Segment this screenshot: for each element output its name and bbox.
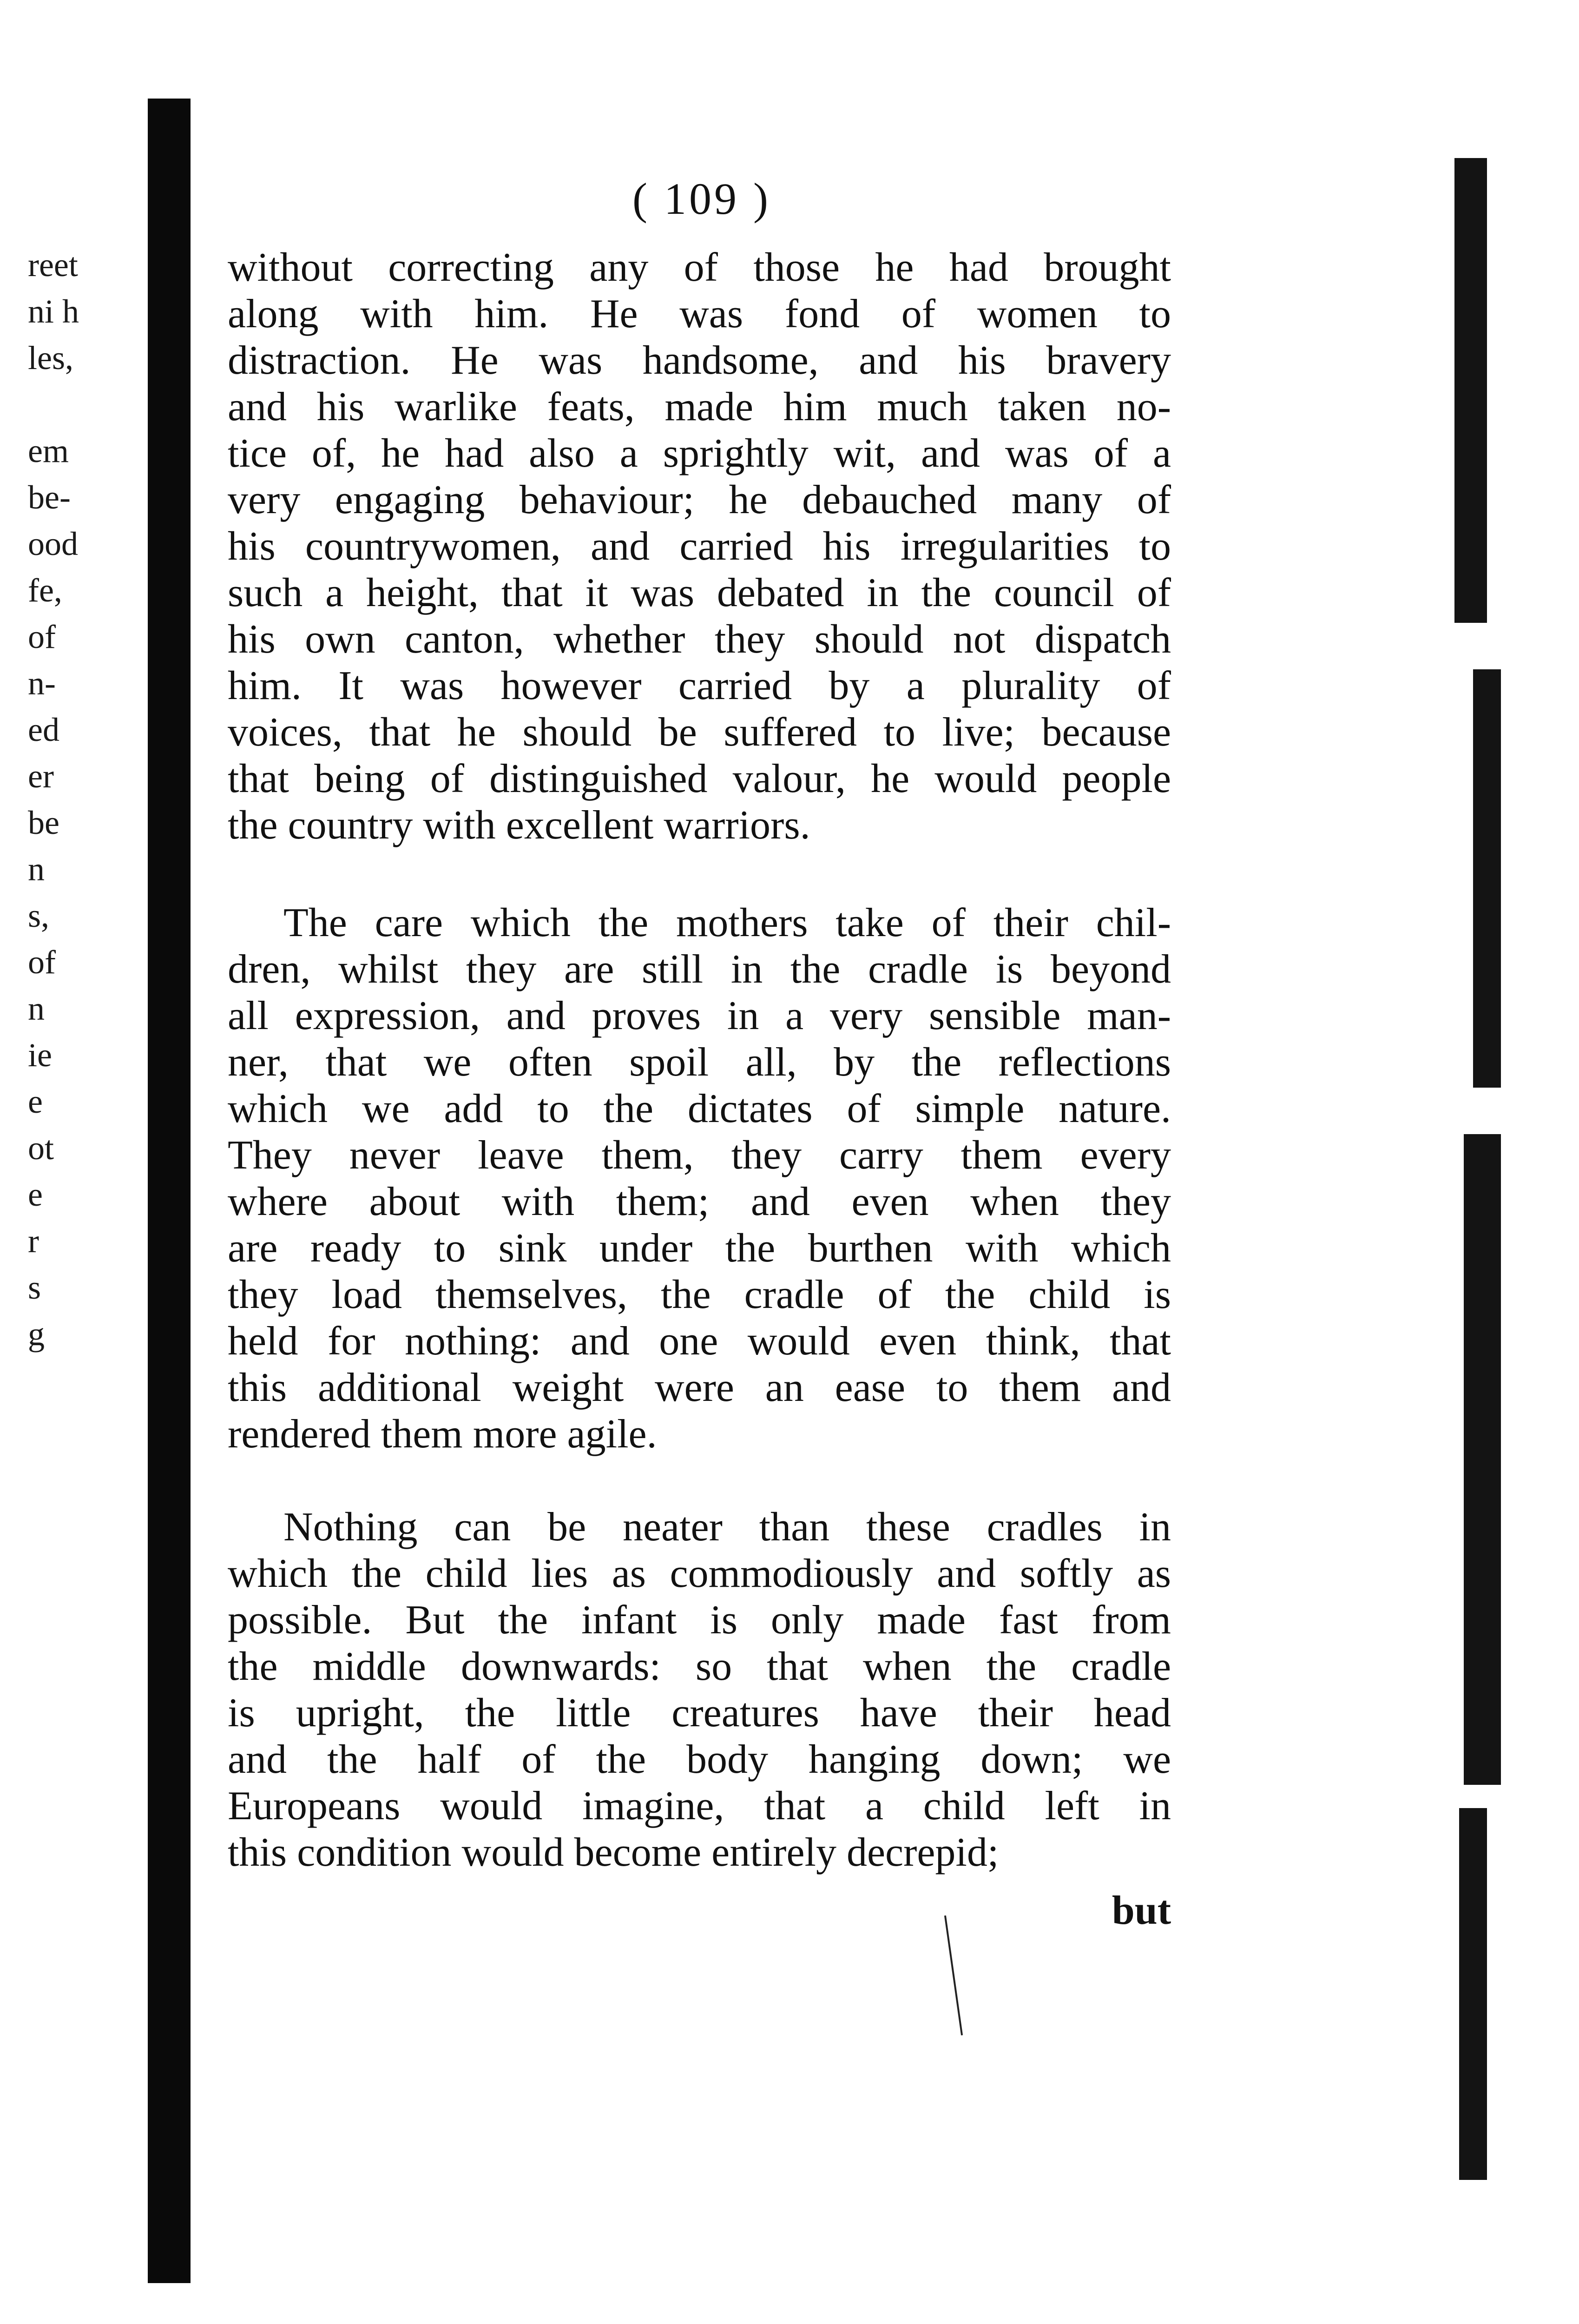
text-line: The care which the mothers take of their chil- <box>283 900 1171 945</box>
text-line: along with him. He was fond of women to <box>228 291 1171 337</box>
previous-page-bleed <box>28 242 121 1357</box>
bleed-fragment: s, <box>28 897 50 934</box>
text-line: which the child lies as commodiously and softly as <box>228 1551 1171 1596</box>
binding-shadow <box>148 99 191 2283</box>
bleed-fragment: n <box>28 851 45 888</box>
bleed-fragment: reet <box>28 246 78 284</box>
text-line: which we add to the dictates of simple nature. <box>228 1086 1171 1131</box>
bleed-fragment: of <box>28 618 56 655</box>
bleed-fragment: fe, <box>28 572 62 609</box>
text-line: very engaging behaviour; he debauched many of <box>228 477 1171 522</box>
bleed-fragment: er <box>28 758 54 795</box>
bleed-fragment: les, <box>28 339 73 376</box>
text-line: this additional weight were an ease to them and <box>228 1365 1171 1410</box>
text-line: tice of, he had also a sprightly wit, and was of a <box>228 431 1171 476</box>
text-line: that being of distinguished valour, he would people <box>228 756 1171 801</box>
text-line: such a height, that it was debated in the council of <box>228 570 1171 615</box>
bleed-fragment: e <box>28 1176 43 1213</box>
text-line: all expression, and proves in a very sensible man- <box>228 993 1171 1038</box>
text-line: ner, that we often spoil all, by the reflections <box>228 1040 1171 1085</box>
page-number: ( 109 ) <box>632 174 771 224</box>
text-line: rendered them more agile. <box>228 1412 657 1457</box>
bleed-fragment: g <box>28 1315 45 1353</box>
text-line: possible. But the infant is only made fast from <box>228 1598 1171 1643</box>
text-line: is upright, the little creatures have their head <box>228 1690 1171 1736</box>
text-line: voices, that he should be suffered to live; because <box>228 710 1171 755</box>
paragraph-1 <box>228 244 1171 849</box>
paragraph-2 <box>228 900 1171 1458</box>
bleed-fragment: be- <box>28 479 71 516</box>
text-line: the country with excellent warriors. <box>228 803 810 848</box>
text-line: without correcting any of those he had brought <box>228 245 1171 290</box>
text-line: Europeans would imagine, that a child left in <box>228 1783 1171 1829</box>
text-line: the middle downwards: so that when the cradle <box>228 1644 1171 1689</box>
bleed-fragment: em <box>28 432 69 469</box>
bleed-fragment: n <box>28 990 45 1027</box>
text-line: his own canton, whether they should not dispatch <box>228 617 1171 662</box>
bleed-fragment: n- <box>28 665 56 702</box>
text-line: him. It was however carried by a plurality of <box>228 663 1171 708</box>
text-line: dren, whilst they are still in the cradle is beyond <box>228 947 1171 992</box>
text-line: this condition would become entirely decrepid; <box>228 1830 999 1875</box>
pen-mark <box>944 1915 963 2035</box>
bleed-fragment: ed <box>28 711 59 748</box>
text-line: and his warlike feats, made him much taken no- <box>228 384 1171 429</box>
bleed-fragment: of <box>28 944 56 981</box>
bleed-fragment: ood <box>28 525 78 562</box>
opposite-page-edge <box>1445 158 1510 2212</box>
text-line: held for nothing: and one would even think, that <box>228 1319 1171 1364</box>
text-line: they load themselves, the cradle of the child is <box>228 1272 1171 1317</box>
bleed-fragment: r <box>28 1222 39 1260</box>
bleed-fragment: e <box>28 1083 43 1120</box>
bleed-fragment <box>28 381 121 428</box>
text-line: and the half of the body hanging down; we <box>228 1737 1171 1782</box>
bleed-fragment: ie <box>28 1037 52 1074</box>
text-line: Nothing can be neater than these cradles in <box>283 1505 1171 1550</box>
text-line: his countrywomen, and carried his irregularities to <box>228 524 1171 569</box>
bleed-fragment: ni h <box>28 293 79 330</box>
text-line: They never leave them, they carry them every <box>228 1133 1171 1178</box>
text-line: distraction. He was handsome, and his bravery <box>228 338 1171 383</box>
text-line: are ready to sink under the burthen with which <box>228 1226 1171 1271</box>
catchword: but <box>1112 1888 1171 1933</box>
text-line: where about with them; and even when they <box>228 1179 1171 1224</box>
paragraph-3 <box>228 1504 1171 1876</box>
bleed-fragment: be <box>28 804 59 841</box>
bleed-fragment: ot <box>28 1129 54 1167</box>
bleed-fragment: s <box>28 1269 41 1306</box>
